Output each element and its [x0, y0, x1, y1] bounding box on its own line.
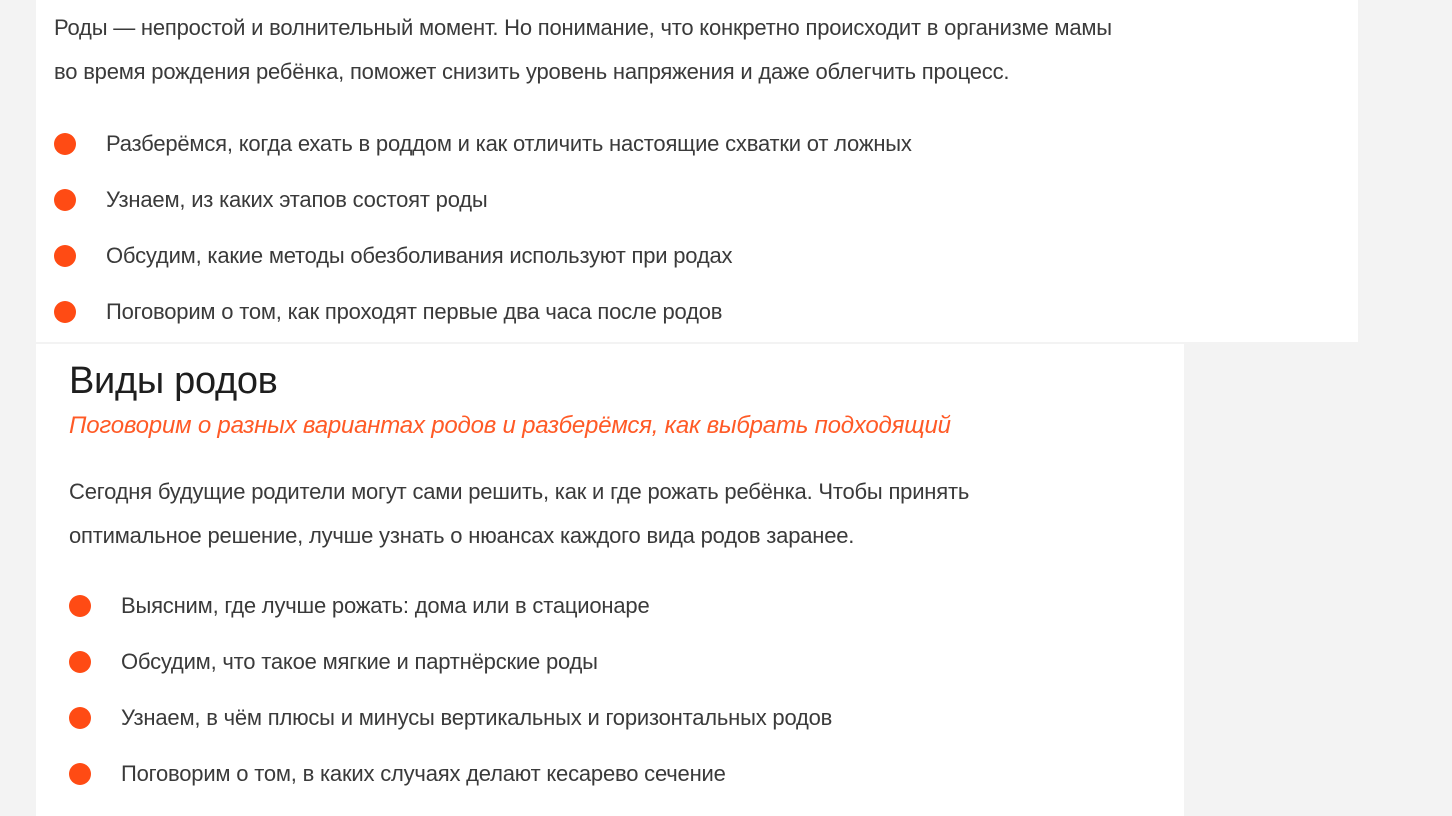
list-item-text: Узнаем, из каких этапов состоят роды	[106, 187, 488, 212]
section-paragraph-line: оптимальное решение, лучше узнать о нюансах каждого вида родов заранее.	[69, 523, 855, 548]
list-item	[54, 284, 1358, 340]
section-paragraph-line: Сегодня будущие родители могут сами решить, как и где рожать ребёнка. Чтобы принять	[69, 479, 970, 504]
list-item	[69, 690, 1184, 746]
list-item	[54, 116, 1358, 172]
list-item-text: Обсудим, какие методы обезболивания используют при родах	[106, 243, 733, 268]
bullet-dot-icon	[54, 133, 76, 155]
bullet-dot-icon	[69, 595, 91, 617]
list-item	[54, 228, 1358, 284]
bullet-dot-icon	[54, 301, 76, 323]
bullet-dot-icon	[69, 651, 91, 673]
section-paragraph	[69, 470, 1184, 558]
intro-section	[36, 0, 1358, 342]
list-item	[54, 172, 1358, 228]
section-title: Виды родов	[69, 360, 278, 402]
birth-types-bullet-list	[69, 578, 1184, 802]
intro-paragraph	[54, 6, 1358, 94]
bullet-dot-icon	[54, 245, 76, 267]
bullet-dot-icon	[69, 707, 91, 729]
list-item-text: Узнаем, в чём плюсы и минусы вертикальных и горизонтальных родов	[121, 705, 833, 730]
list-item-text: Обсудим, что такое мягкие и партнёрские роды	[121, 649, 598, 674]
list-item-text: Разберёмся, когда ехать в роддом и как отличить настоящие схватки от ложных	[106, 131, 912, 156]
list-item	[69, 578, 1184, 634]
bullet-dot-icon	[69, 763, 91, 785]
list-item-text: Выясним, где лучше рожать: дома или в стационаре	[121, 593, 650, 618]
list-item-text: Поговорим о том, в каких случаях делают кесарево сечение	[121, 761, 726, 786]
list-item	[69, 634, 1184, 690]
birth-types-section	[36, 344, 1184, 816]
intro-bullet-list	[54, 116, 1358, 340]
intro-paragraph-line: Роды — непростой и волнительный момент. Но понимание, что конкретно происходит в организме мамы	[54, 15, 1112, 40]
intro-paragraph-line: во время рождения ребёнка, поможет снизить уровень напряжения и даже облегчить процесс.	[54, 59, 1010, 84]
bullet-dot-icon	[54, 189, 76, 211]
section-subtitle: Поговорим о разных вариантах родов и разберёмся, как выбрать подходящий	[69, 412, 951, 439]
list-item-text: Поговорим о том, как проходят первые два часа после родов	[106, 299, 723, 324]
list-item	[69, 746, 1184, 802]
